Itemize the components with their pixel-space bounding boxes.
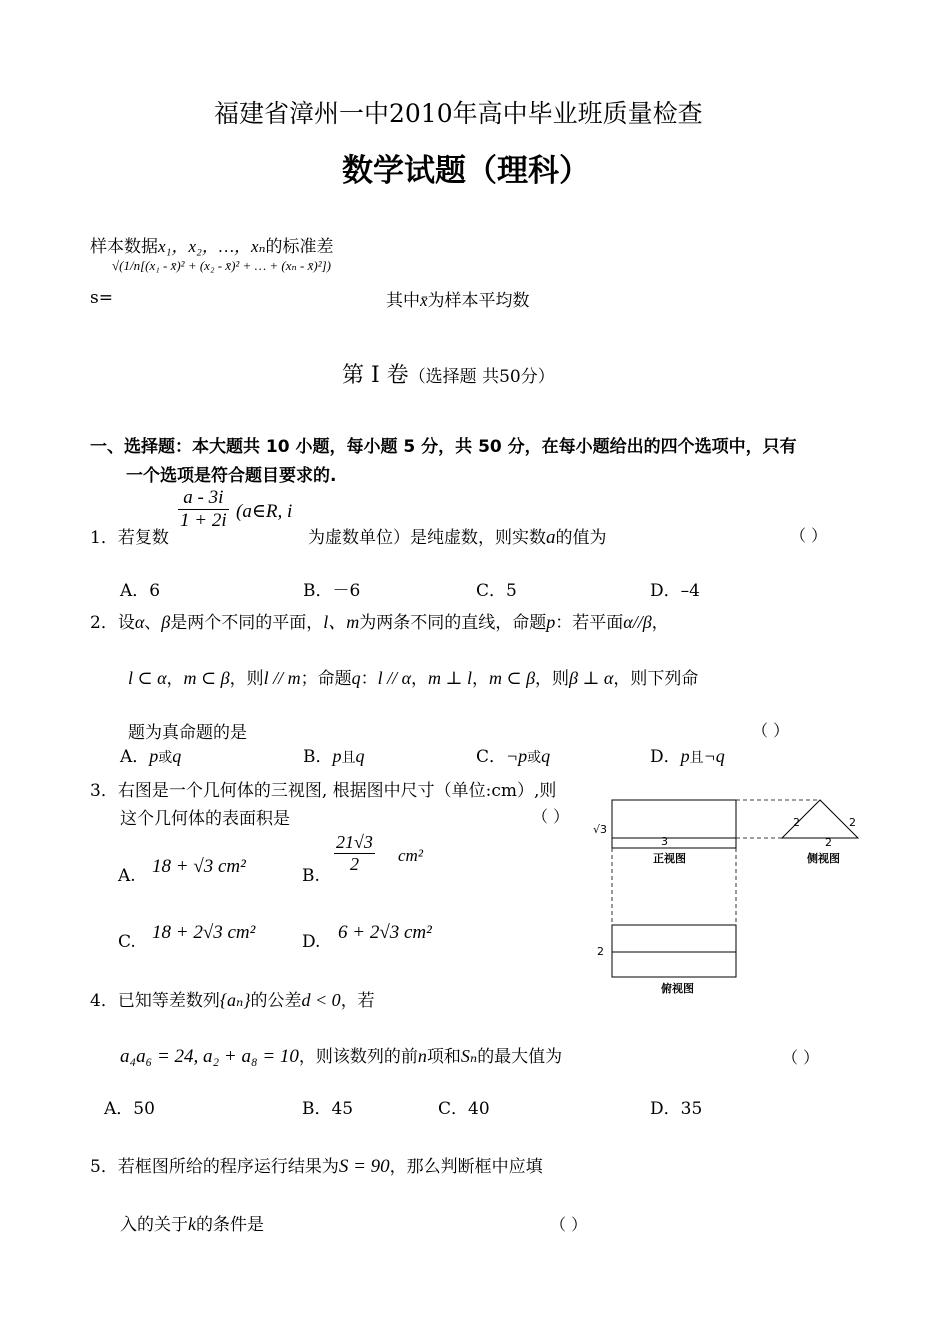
s-prefix: s=	[90, 288, 113, 308]
q3-answer-paren: （ ）	[532, 807, 570, 826]
std-formula-text: √(1/n[(x₁ - x̄)² + (x₂ - x̄)² + … + (xₙ - x̄)²])	[112, 258, 331, 273]
q2-l1-k: ，	[651, 613, 669, 633]
mean-note	[386, 286, 530, 311]
formula-note-line1	[90, 232, 333, 257]
q3-option-b-frac	[334, 832, 375, 875]
q2-option-c	[476, 742, 550, 767]
dim-3: 3	[661, 835, 668, 848]
q3-opt-b-den: 2	[349, 854, 359, 874]
q2-l2-j: ，	[411, 669, 429, 689]
q2-l2-i: l // α	[377, 668, 412, 688]
q2-l2-l: ，	[471, 669, 489, 689]
q4-l2-f: 的最大值为	[477, 1047, 563, 1067]
q2-opt-c-m2: q	[541, 746, 551, 766]
q3-opt-b-num: 21√3	[336, 832, 373, 852]
q4-answer-paren: （ ）	[782, 1048, 820, 1067]
section1-line1: 一、选择题：本大题共 10 小题，每小题 5 分，共 50 分，在每小题给出的四个选项中，只有	[90, 437, 797, 457]
q4-option-d: D．35	[650, 1099, 703, 1119]
q3-line1: 3．右图是一个几何体的三视图, 根据图中尺寸（单位:cm）,则	[90, 781, 557, 801]
q4-option-a: A．50	[104, 1099, 155, 1119]
q2-lines: l、m	[323, 612, 360, 632]
front-view-rect	[612, 800, 736, 848]
part1-subtitle: （选择题 共50分）	[408, 367, 555, 387]
q4-l1-c: 的公差	[250, 991, 302, 1011]
q2-opt-a-t: 或	[158, 750, 173, 766]
q1-suffix: 的值为	[555, 528, 607, 548]
q2-l1-c: 、	[144, 613, 162, 633]
q2-opt-a-m1: p	[149, 746, 159, 766]
q2-line3: 题为真命题的是	[128, 723, 247, 743]
q2-l2-f: ；命题	[300, 669, 352, 689]
top-view-label: 俯视图	[661, 982, 694, 995]
q2-l2-a: l ⊂ α	[128, 668, 167, 688]
q5-answer-paren: （ ）	[550, 1215, 588, 1234]
q2-l2-h: ：	[360, 669, 378, 689]
q1-option-d: D．–4	[650, 581, 700, 601]
q3-option-c-value: 18 + 2√3 cm²	[152, 922, 256, 943]
sample-vars: x₁，x₂，…，xₙ	[158, 237, 266, 256]
q4-condition: a₄a₆ = 24, a₂ + a₈ = 10	[120, 1046, 299, 1067]
q2-q: q	[351, 668, 361, 688]
q2-l1-g: 为两条不同的直线，命题	[359, 613, 547, 633]
q2-opt-a-m2: q	[172, 746, 182, 766]
q3-line2: 这个几何体的表面积是	[120, 809, 290, 829]
q2-l2-c: m ⊂ β	[183, 668, 230, 688]
q2-opt-c-m1: ¬p	[506, 746, 528, 766]
q4-d: d < 0	[301, 990, 341, 1010]
q2-l1-i: ：若平面	[555, 613, 624, 633]
q1-line	[308, 523, 607, 549]
mean-note-pre: 其中	[386, 291, 420, 311]
mean-symbol: x̄	[420, 291, 428, 310]
q5-l2-a: 入的关于	[120, 1215, 188, 1235]
q3-option-a-value: 18 + √3 cm²	[152, 856, 246, 877]
q2-opt-b-label: B．	[303, 747, 333, 767]
q2-opt-b-m1: p	[332, 746, 342, 766]
q3-option-b-label: B.	[302, 866, 320, 886]
q3-option-b-unit: cm²	[398, 846, 423, 865]
q2-option-d	[650, 742, 725, 767]
q2-opt-d-t: 且	[689, 750, 704, 766]
dim-side-right: 2	[849, 816, 856, 829]
q2-opt-b-m2: q	[355, 746, 365, 766]
q5-k: k	[188, 1214, 196, 1234]
q2-alpha: α	[134, 612, 145, 632]
formula-note-text: 样本数据	[90, 237, 158, 257]
q5-l1-a: 5．若框图所给的程序运行结果为	[90, 1157, 339, 1177]
q4-l2-b: ，则该数列的前	[298, 1047, 418, 1067]
q2-l2-k: m ⊥ l	[428, 668, 472, 688]
three-view-figure	[585, 790, 875, 1000]
q2-option-a	[120, 742, 181, 767]
q4-option-c: C．40	[438, 1099, 490, 1119]
q3-option-a-label: A.	[118, 866, 136, 886]
q2-l2-e: l // m	[263, 668, 301, 688]
q4-l2-d: 项和	[426, 1047, 461, 1067]
q2-parallel-planes: α//β	[623, 612, 652, 632]
doc-title: 福建省漳州一中2010年高中毕业班质量检查	[214, 99, 703, 128]
std-formula	[112, 258, 331, 274]
q2-l1-a: 2．设	[90, 613, 135, 633]
dim-side-left: 2	[793, 816, 800, 829]
q4-line2	[120, 1042, 562, 1068]
q5-l1-c: ，那么判断框中应填	[389, 1157, 543, 1177]
q2-opt-d-m2: ¬q	[703, 746, 725, 766]
q1-frac-den: 1 + 2i	[180, 510, 227, 531]
dim-side-bottom: 2	[825, 836, 832, 849]
mean-note-post: 为样本平均数	[427, 291, 530, 311]
q2-opt-c-t: 或	[527, 750, 542, 766]
dim-sqrt3: √3	[593, 823, 608, 836]
q4-sn: Sₙ	[460, 1046, 478, 1066]
q2-l2-b: ，	[166, 669, 184, 689]
q2-l2-m: m ⊂ β	[488, 668, 536, 688]
q2-opt-b-t: 且	[341, 750, 356, 766]
part1-title: 第 Ⅰ 卷	[342, 363, 409, 388]
section1-line2: 一个选项是符合题目要求的.	[126, 466, 337, 486]
q2-l2-o: β ⊥ α	[569, 668, 614, 688]
q2-answer-paren: （ ）	[752, 721, 790, 740]
q4-l1-e: ，若	[340, 991, 375, 1011]
side-view-label: 侧视图	[807, 852, 840, 865]
doc-subtitle: 数学试题（理科）	[342, 153, 590, 189]
q4-n: n	[417, 1046, 427, 1066]
top-view-rect	[612, 925, 736, 977]
q2-opt-a-label: A．	[120, 747, 150, 767]
q4-l1-a: 4．已知等差数列	[90, 991, 220, 1011]
q1-cond2: 为虚数单位）是纯虚数，则实数	[308, 528, 546, 548]
q4-line1	[90, 986, 375, 1011]
q5-s-value: S = 90	[338, 1156, 390, 1177]
q2-line1	[90, 608, 669, 634]
dim-top: 2	[597, 945, 604, 958]
q2-p: p	[546, 612, 556, 632]
q1-option-a: A．6	[120, 581, 161, 601]
q1-cond: (a∈R, i	[236, 501, 293, 522]
q3-option-d-label: D.	[302, 932, 321, 952]
q4-option-b: B．45	[302, 1099, 354, 1119]
q2-beta: β	[161, 612, 171, 632]
q2-line2	[128, 664, 698, 689]
q2-l2-n: ，则	[535, 669, 570, 689]
q2-l2-d: ，则	[229, 669, 264, 689]
q2-l1-e: 是两个不同的平面，	[170, 613, 324, 633]
formula-note-end: 的标准差	[265, 237, 334, 257]
front-view-label: 正视图	[653, 852, 686, 865]
q5-line1	[90, 1152, 543, 1178]
q2-option-b	[303, 742, 365, 767]
q1-fraction	[178, 487, 229, 532]
part1-heading	[342, 358, 555, 389]
q1-option-b: B．－6	[303, 581, 361, 601]
q1-var: a	[546, 527, 556, 548]
q5-line2	[120, 1210, 264, 1235]
q1-frac-num: a - 3i	[178, 487, 229, 510]
q4-sequence: {aₙ}	[219, 990, 251, 1010]
q1-prefix: 1．若复数	[90, 528, 169, 548]
q3-option-c-label: C.	[118, 932, 136, 952]
q2-opt-d-label: D．	[650, 747, 681, 767]
q2-l2-p: ，则下列命	[613, 669, 699, 689]
q3-option-d-value: 6 + 2√3 cm²	[338, 922, 432, 943]
q2-opt-d-m1: p	[680, 746, 690, 766]
q1-answer-paren: （ ）	[790, 526, 828, 545]
q1-option-c: C．5	[476, 581, 517, 601]
q5-l2-c: 的条件是	[196, 1215, 264, 1235]
q2-opt-c-label: C．	[476, 747, 507, 767]
